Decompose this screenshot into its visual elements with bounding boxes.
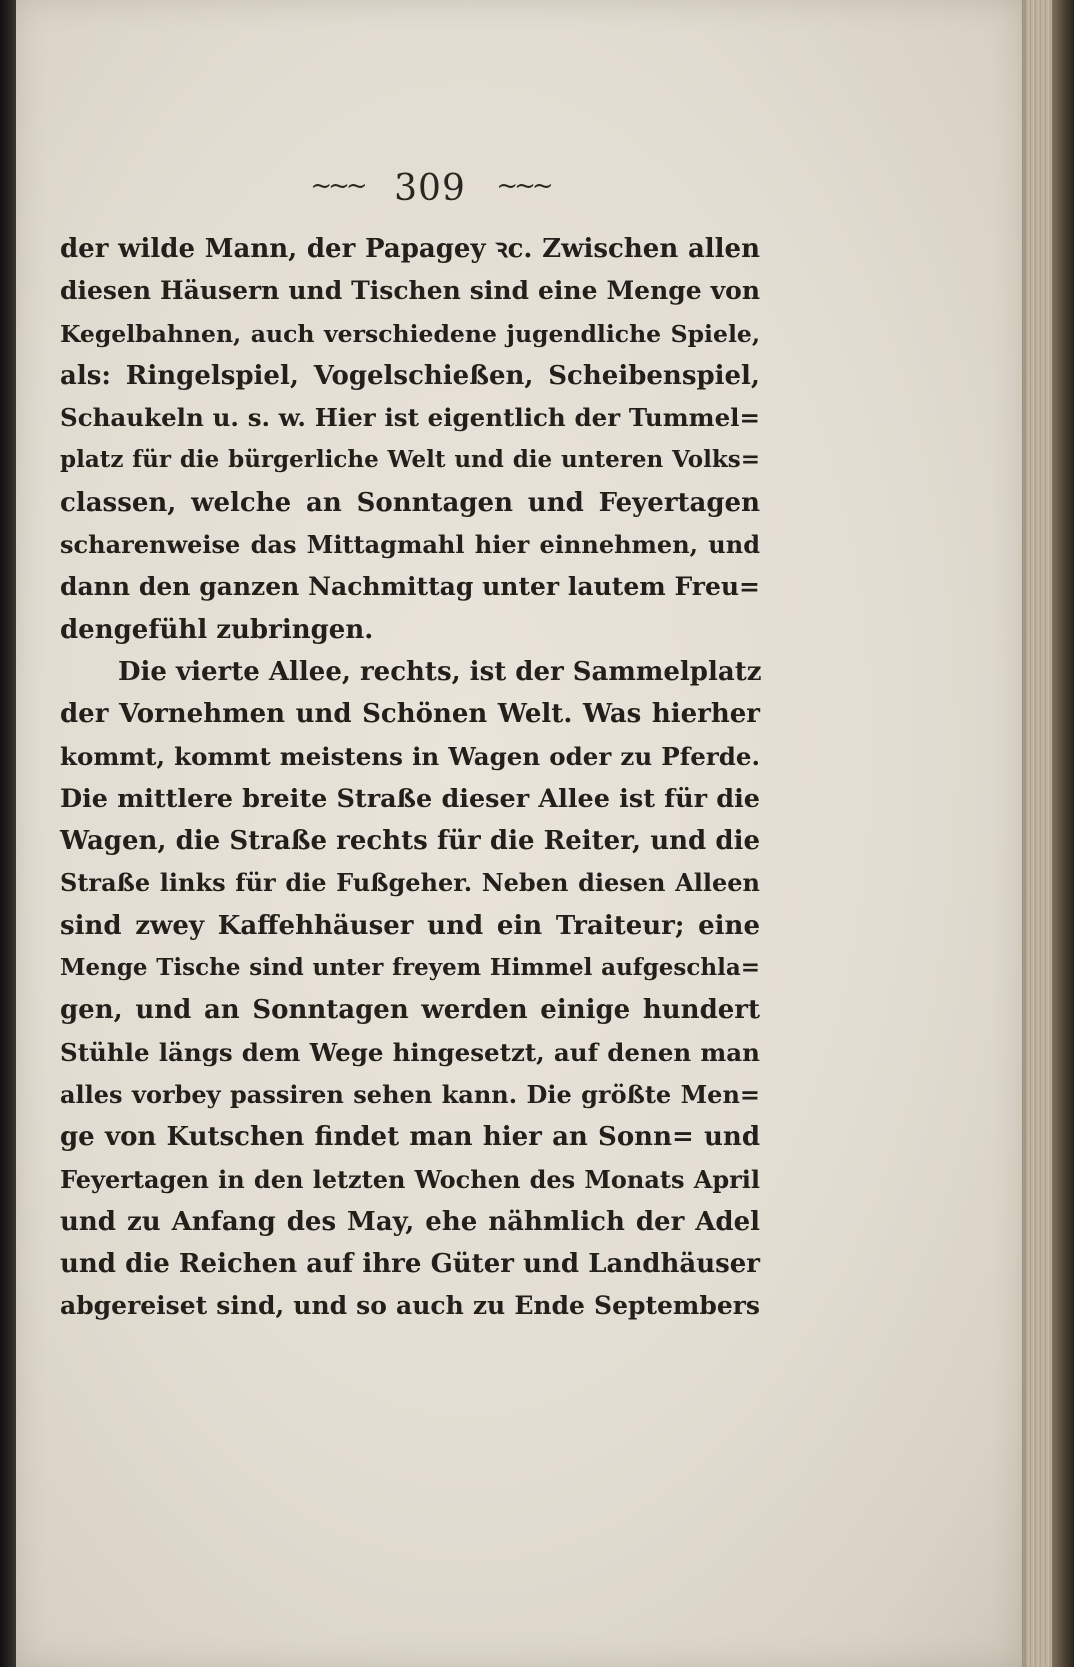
text-line: Stühle längs dem Wege hingesetzt, auf denen man [60, 1037, 760, 1067]
text-line: kommt, kommt meistens in Wagen oder zu Pferde. [60, 741, 760, 771]
text-line: als: Ringelspiel, Vogelschießen, Scheibenspiel, [60, 360, 760, 391]
header-ornament-left: ~~~ [310, 171, 364, 201]
text-line: classen, welche an Sonntagen und Feyertagen [60, 487, 760, 518]
body-text [60, 228, 760, 1328]
text-line: diesen Häusern und Tischen sind eine Menge von [60, 276, 760, 306]
text-line: sind zwey Kaffehhäuser und ein Traiteur; eine [60, 910, 760, 941]
text-line: dann den ganzen Nachmittag unter lautem Freu= [60, 572, 760, 602]
text-line: alles vorbey passiren sehen kann. Die größte Men= [60, 1079, 760, 1109]
text-line: dengefühl zubringen. [60, 614, 374, 645]
page-header [200, 168, 660, 209]
text-line: Feyertagen in den letzten Wochen des Monats April [60, 1164, 760, 1194]
text-line: gen, und an Sonntagen werden einige hundert [60, 995, 760, 1026]
text-line: Wagen, die Straße rechts für die Reiter, und die [60, 826, 760, 857]
text-line: Schaukeln u. s. w. Hier ist eigentlich der Tummel= [60, 403, 760, 433]
page-number: 309 [394, 168, 466, 209]
text-line: Kegelbahnen, auch verschiedene jugendliche Spiele, [60, 319, 760, 348]
text-line: ge von Kutschen findet man hier an Sonn= und [60, 1122, 760, 1153]
text-line: Menge Tische sind unter freyem Himmel aufgeschla= [60, 954, 760, 982]
paragraph-start-line: Die vierte Allee, rechts, ist der Sammelplatz [118, 656, 762, 687]
text-line: scharenweise das Mittagmahl hier einnehmen, und [60, 530, 760, 560]
book-binding-edge [0, 0, 16, 1667]
text-line: platz für die bürgerliche Welt und die unteren Volks= [60, 446, 760, 474]
text-line: der wilde Mann, der Papagey ꝛc. Zwischen allen [60, 234, 760, 264]
header-ornament-right: ~~~ [496, 171, 550, 201]
text-line: und zu Anfang des May, ehe nähmlich der Adel [60, 1206, 760, 1237]
text-line: der Vornehmen und Schönen Welt. Was hierher [60, 699, 760, 730]
text-line: abgereiset sind, und so auch zu Ende Septembers [60, 1291, 760, 1321]
text-line: Straße links für die Fußgeher. Neben diesen Alleen [60, 868, 760, 898]
page-stack-edge [1022, 0, 1074, 1667]
text-line: Die mittlere breite Straße dieser Allee ist für die [60, 783, 760, 814]
text-line: und die Reichen auf ihre Güter und Landhäuser [60, 1249, 760, 1280]
